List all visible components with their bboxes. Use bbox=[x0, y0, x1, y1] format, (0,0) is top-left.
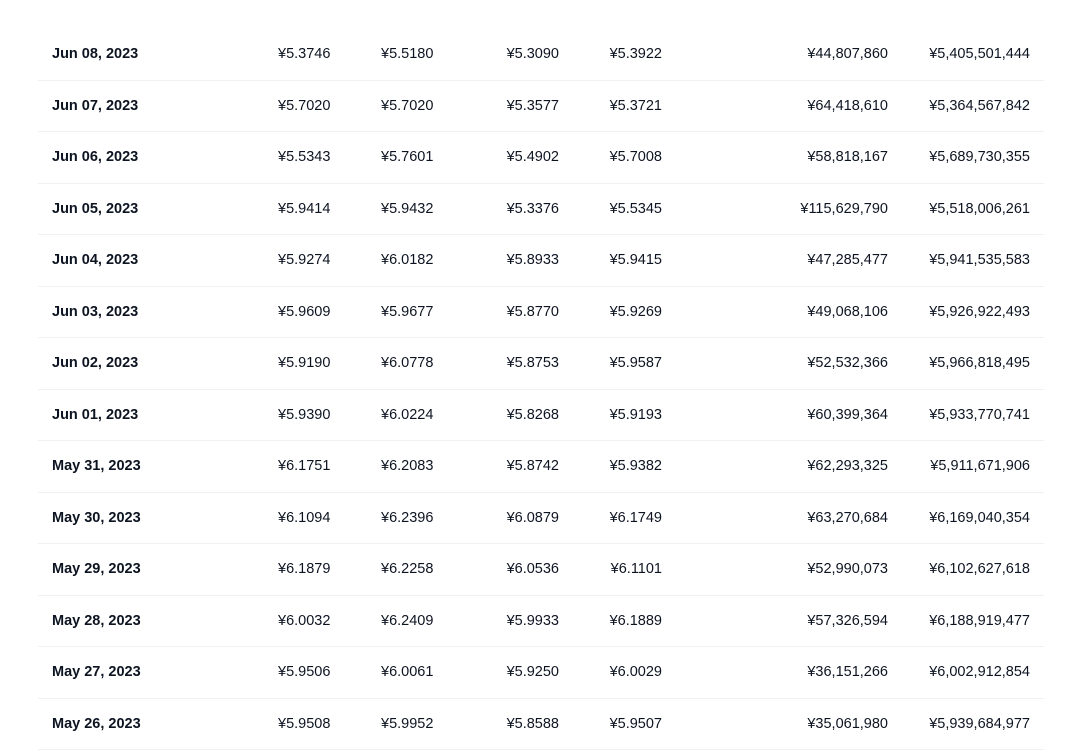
volume-cell: ¥36,151,266 bbox=[807, 664, 888, 680]
date-cell: Jun 04, 2023 bbox=[52, 252, 138, 268]
high-price-cell: ¥5.7601 bbox=[381, 149, 433, 165]
open-price-cell: ¥5.5343 bbox=[278, 149, 330, 165]
table-row bbox=[38, 184, 1044, 236]
volume-cell: ¥60,399,364 bbox=[807, 407, 888, 423]
close-price-cell: ¥5.3922 bbox=[610, 46, 662, 62]
high-price-cell: ¥6.2409 bbox=[381, 613, 433, 629]
low-price-cell: ¥5.8933 bbox=[507, 252, 559, 268]
close-price-cell: ¥5.9587 bbox=[610, 355, 662, 371]
high-price-cell: ¥6.0182 bbox=[381, 252, 433, 268]
volume-cell: ¥35,061,980 bbox=[807, 716, 888, 732]
date-cell: Jun 07, 2023 bbox=[52, 98, 138, 114]
volume-cell: ¥63,270,684 bbox=[807, 510, 888, 526]
high-price-cell: ¥6.2258 bbox=[381, 561, 433, 577]
volume-cell: ¥64,418,610 bbox=[807, 98, 888, 114]
date-cell: Jun 02, 2023 bbox=[52, 355, 138, 371]
high-price-cell: ¥5.5180 bbox=[381, 46, 433, 62]
market-cap-cell: ¥6,102,627,618 bbox=[929, 561, 1030, 577]
market-cap-cell: ¥5,364,567,842 bbox=[929, 98, 1030, 114]
volume-cell: ¥58,818,167 bbox=[807, 149, 888, 165]
close-price-cell: ¥6.1749 bbox=[610, 510, 662, 526]
open-price-cell: ¥6.1094 bbox=[278, 510, 330, 526]
low-price-cell: ¥5.3090 bbox=[507, 46, 559, 62]
low-price-cell: ¥5.4902 bbox=[507, 149, 559, 165]
market-cap-cell: ¥5,405,501,444 bbox=[929, 46, 1030, 62]
date-cell: Jun 05, 2023 bbox=[52, 201, 138, 217]
close-price-cell: ¥5.9507 bbox=[610, 716, 662, 732]
table-row bbox=[38, 493, 1044, 545]
date-cell: May 31, 2023 bbox=[52, 458, 141, 474]
open-price-cell: ¥5.9190 bbox=[278, 355, 330, 371]
date-cell: Jun 03, 2023 bbox=[52, 304, 138, 320]
high-price-cell: ¥6.2396 bbox=[381, 510, 433, 526]
open-price-cell: ¥6.1751 bbox=[278, 458, 330, 474]
low-price-cell: ¥5.9933 bbox=[507, 613, 559, 629]
low-price-cell: ¥5.8770 bbox=[507, 304, 559, 320]
low-price-cell: ¥5.8753 bbox=[507, 355, 559, 371]
table-row bbox=[38, 81, 1044, 133]
market-cap-cell: ¥5,911,671,906 bbox=[930, 458, 1030, 474]
high-price-cell: ¥5.9432 bbox=[381, 201, 433, 217]
open-price-cell: ¥6.1879 bbox=[278, 561, 330, 577]
date-cell: May 28, 2023 bbox=[52, 613, 141, 629]
table-row bbox=[38, 441, 1044, 493]
table-row bbox=[38, 132, 1044, 184]
high-price-cell: ¥5.7020 bbox=[381, 98, 433, 114]
market-cap-cell: ¥6,002,912,854 bbox=[929, 664, 1030, 680]
close-price-cell: ¥5.9382 bbox=[610, 458, 662, 474]
market-cap-cell: ¥5,926,922,493 bbox=[929, 304, 1030, 320]
market-cap-cell: ¥5,933,770,741 bbox=[929, 407, 1030, 423]
table-row bbox=[38, 544, 1044, 596]
high-price-cell: ¥5.9677 bbox=[381, 304, 433, 320]
table-row bbox=[38, 699, 1044, 750]
open-price-cell: ¥5.9609 bbox=[278, 304, 330, 320]
date-cell: May 27, 2023 bbox=[52, 664, 141, 680]
volume-cell: ¥49,068,106 bbox=[807, 304, 888, 320]
market-cap-cell: ¥5,941,535,583 bbox=[929, 252, 1030, 268]
table-row bbox=[38, 338, 1044, 390]
date-cell: Jun 01, 2023 bbox=[52, 407, 138, 423]
low-price-cell: ¥6.0536 bbox=[507, 561, 559, 577]
volume-cell: ¥62,293,325 bbox=[807, 458, 888, 474]
table-row bbox=[38, 29, 1044, 81]
volume-cell: ¥52,532,366 bbox=[807, 355, 888, 371]
date-cell: Jun 08, 2023 bbox=[52, 46, 138, 62]
table-row bbox=[38, 647, 1044, 699]
high-price-cell: ¥6.2083 bbox=[381, 458, 433, 474]
open-price-cell: ¥5.9506 bbox=[278, 664, 330, 680]
table-body bbox=[38, 29, 1044, 750]
date-cell: May 29, 2023 bbox=[52, 561, 141, 577]
low-price-cell: ¥5.8268 bbox=[507, 407, 559, 423]
low-price-cell: ¥5.9250 bbox=[507, 664, 559, 680]
open-price-cell: ¥5.7020 bbox=[278, 98, 330, 114]
close-price-cell: ¥5.3721 bbox=[610, 98, 662, 114]
open-price-cell: ¥5.9274 bbox=[278, 252, 330, 268]
historical-data-table bbox=[38, 29, 1044, 750]
date-cell: May 30, 2023 bbox=[52, 510, 141, 526]
high-price-cell: ¥6.0061 bbox=[381, 664, 433, 680]
market-cap-cell: ¥6,188,919,477 bbox=[929, 613, 1030, 629]
date-cell: May 26, 2023 bbox=[52, 716, 141, 732]
high-price-cell: ¥5.9952 bbox=[381, 716, 433, 732]
low-price-cell: ¥5.3376 bbox=[507, 201, 559, 217]
market-cap-cell: ¥5,689,730,355 bbox=[929, 149, 1030, 165]
low-price-cell: ¥5.8588 bbox=[507, 716, 559, 732]
close-price-cell: ¥5.9193 bbox=[610, 407, 662, 423]
volume-cell: ¥57,326,594 bbox=[807, 613, 888, 629]
market-cap-cell: ¥5,939,684,977 bbox=[929, 716, 1030, 732]
low-price-cell: ¥5.8742 bbox=[507, 458, 559, 474]
table-row bbox=[38, 287, 1044, 339]
market-cap-cell: ¥5,966,818,495 bbox=[929, 355, 1030, 371]
high-price-cell: ¥6.0778 bbox=[381, 355, 433, 371]
table-row bbox=[38, 390, 1044, 442]
volume-cell: ¥52,990,073 bbox=[807, 561, 888, 577]
market-cap-cell: ¥6,169,040,354 bbox=[929, 510, 1030, 526]
close-price-cell: ¥6.1889 bbox=[610, 613, 662, 629]
close-price-cell: ¥6.0029 bbox=[610, 664, 662, 680]
open-price-cell: ¥6.0032 bbox=[278, 613, 330, 629]
table-row bbox=[38, 596, 1044, 648]
open-price-cell: ¥5.9508 bbox=[278, 716, 330, 732]
table-row bbox=[38, 235, 1044, 287]
close-price-cell: ¥5.9269 bbox=[610, 304, 662, 320]
open-price-cell: ¥5.9414 bbox=[278, 201, 330, 217]
open-price-cell: ¥5.3746 bbox=[278, 46, 330, 62]
volume-cell: ¥47,285,477 bbox=[807, 252, 888, 268]
close-price-cell: ¥5.7008 bbox=[610, 149, 662, 165]
high-price-cell: ¥6.0224 bbox=[381, 407, 433, 423]
volume-cell: ¥44,807,860 bbox=[807, 46, 888, 62]
open-price-cell: ¥5.9390 bbox=[278, 407, 330, 423]
low-price-cell: ¥6.0879 bbox=[507, 510, 559, 526]
low-price-cell: ¥5.3577 bbox=[507, 98, 559, 114]
close-price-cell: ¥5.5345 bbox=[610, 201, 662, 217]
close-price-cell: ¥6.1101 bbox=[611, 561, 662, 577]
volume-cell: ¥115,629,790 bbox=[800, 201, 888, 217]
date-cell: Jun 06, 2023 bbox=[52, 149, 138, 165]
market-cap-cell: ¥5,518,006,261 bbox=[929, 201, 1030, 217]
close-price-cell: ¥5.9415 bbox=[610, 252, 662, 268]
